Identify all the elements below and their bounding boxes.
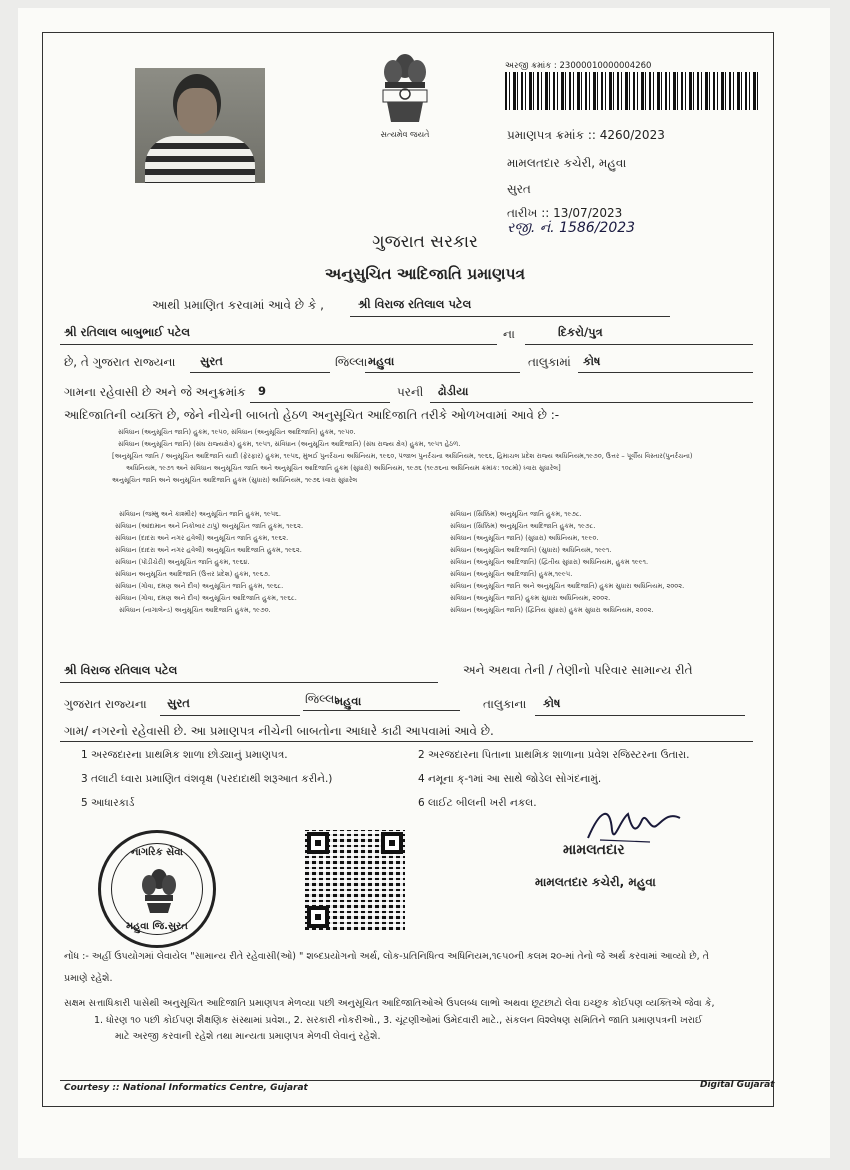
applicant-name-repeat: શ્રી વિરાજ રતિલાલ પટેલ (64, 663, 178, 677)
applicant-name: શ્રી વિરાજ રતિલાલ પટેલ (358, 297, 472, 311)
note-text: માટે અરજી કરવાની રહેશે તથા માન્યતા પ્રમાણપત્ર મેળવી લેવાનું રહેશે. (115, 1031, 381, 1042)
order-line: સંવિધાન (અનુસૂચિત જાતિ) (દ્વિતિય સુધારા) હુકમ સુધારા અધિનિયમ, ૨૦૦૨. (450, 606, 654, 614)
certificate-title: અનુસુચિત આદિજાતિ પ્રમાણપત્ર (324, 265, 526, 283)
order-line: સંવિધાન (અનુસૂચિત જાતિ) હુકમ સુધારા અધિનિયમ, ૨૦૦૨. (450, 594, 611, 602)
order-line: સંવિધાન (આંદામાન અને નિકોબાર ટાપુ) અનુસૂચિત જાતિ હુકમ, ૧૯૬૨. (115, 522, 304, 530)
order-line: સંવિધાન (અનુસૂચિત જાતિ) (સંઘ રાજ્યક્ષેત્ર) હુકમ, ૧૯૫૧, સંવિધાન (અનુસૂચિત આદિજાતિ) (સંઘ રાજ્ય ક્ષેત્ર) હુકમ, ૧૯૫૧ હેઠળ. (118, 440, 461, 448)
issue-date: તારીખ :: 13/07/2023 (507, 206, 623, 220)
serial-number: 9 (258, 384, 267, 398)
order-line: સંવિધાન (અનુસૂચિત જાતિ અને અનુસૂચિત આદિજાતિ) હુકમ સુધારા અધિનિયમ, ૨૦૦૨. (450, 582, 685, 590)
order-line: અધિનિયમ, ૧૯૭૧ અને સંવિધાન અનુસૂચિત જાતિ અને અનુસૂચિત આદિજાતિ હુકમ (સુધારો) અધિનિયમ, ૧૯૭૬ (૧૯૭૬ના અધિનિયમ ક્રમાંક: ૧૦૮મો) ધ્વારા સુધારેલ] (126, 464, 561, 472)
applicant-photo (135, 68, 265, 183)
order-line: સંવિધાન (અનુસૂચિત આદિજાતિ) (દ્વિતીય સુધારા) અધિનિયમ, હુકમ ૧૯૯૧. (450, 558, 649, 566)
tribe-text: આદિજાતિની વ્યક્તિ છે, જેને નીચેની બાબતો હેઠળ અનુસૂચિત આદિજાતિ તરીકે ઓળખવામાં આવે છે :- (64, 408, 560, 422)
caste-label: પરની (397, 385, 424, 399)
orders-right-column (450, 510, 750, 618)
relation: દિકરો/પુત્ર (558, 325, 603, 339)
seal-top-text: નાગરિક સેવા (131, 847, 183, 858)
order-line: સંવિધાન (દાદરા અને નગર હવેલી) અનુસૂચિત જાતિ હુકમ, ૧૯૬૨. (115, 534, 289, 542)
emblem-motto: સત્યમેવ જયતે (380, 130, 430, 139)
district-value: સુરત (200, 354, 223, 368)
office-seal (98, 830, 216, 948)
order-line: સંવિધાન (જમ્મુ અને કાશ્મીર) અનુસૂચિત જાતિ હુકમ, ૧૯૫૬. (119, 510, 281, 518)
issuing-district: સુરત (507, 182, 531, 196)
note-text: 1. ધોરણ ૧૦ પછી કોઈપણ શૈક્ષણિક સંસ્થામાં પ્રવેશ., 2. સરકારી નોકરીઓ., 3. ચૂંટણીઓમાં ઉમેદવારી માટે., સંકલન વિશ્લેષણ સમિતિને જાતિ પ્રમાણપત્રની ખરાઈ (94, 1015, 703, 1026)
order-line: સંવિધાન (ગોવા, દમણ અને દીવ) અનુસૂચિત જાતિ હુકમ, ૧૯૬૮. (115, 582, 284, 590)
family-text: અને અથવા તેની / તેણીનો પરિવાર સામાન્ય રીતે (463, 663, 693, 677)
signatory-office: મામલતદાર કચેરી, મહુવા (535, 875, 656, 889)
issuing-office: મામલતદાર કચેરી, મહુવા (507, 156, 627, 170)
barcode (505, 72, 760, 110)
order-line: સંવિધાન (અનુસૂચિત આદિજાતિ) (સુધારા) અધિનિયમ, ૧૯૯૧. (450, 546, 612, 554)
basis-item: 1 અરજદારના પ્રાથમિક શાળા છોડ્યાનું પ્રમાણપત્ર. (81, 749, 288, 761)
order-line: સંવિધાન (સિક્કિમ) અનુસૂચિત આદિજાતિ હુકમ, ૧૯૭૮. (450, 522, 596, 530)
basis-text: ગામ/ નગરનો રહેવાસી છે. આ પ્રમાણપત્ર નીચેની બાબતોના આધારે કાઢી આપવામાં આવે છે. (64, 724, 494, 738)
signatory-title: મામલતદાર (563, 842, 625, 858)
basis-item: 4 નમૂના ક્-૧માં આ સાથે જોડેલ સોગંદનામું. (418, 773, 602, 785)
order-line: સંવિધાન (અનુસૂચિત જાતિ) (સુધારા) અધિનિયમ, ૧૯૯૦. (450, 534, 599, 542)
order-line: સંવિધાન (દાદરા અને નગર હવેલી) અનુસૂચિત આદિજાતિ હુકમ, ૧૯૬૨. (115, 546, 302, 554)
seal-bottom-text: મહુવા જિ.સુરત (126, 921, 188, 932)
taluka-value-2: મહુવા (335, 694, 362, 708)
order-line: સંવિધાન (પોંડીચેરી) અનુસૂચિત જાતિ હુકમ, ૧૯૬૪. (115, 558, 250, 566)
order-line: સંવિધાન (અનુસૂચિત જાતિ) હુકમ, ૧૯૫૦, સંવિધાન (અનુસૂચિત આદિજાતિ) હુકમ, ૧૯૫૦. (118, 428, 356, 436)
certify-text: આથી પ્રમાણિત કરવામાં આવે છે કે , (152, 298, 324, 312)
application-number: અરજી ક્રમાંક : 23000010000004260 (505, 61, 652, 71)
state-label: છે, તે ગુજરાત રાજ્યના (64, 355, 176, 369)
taluka-label-2: તાલુકાના (483, 697, 527, 711)
district-value-2: સુરત (167, 696, 190, 710)
taluka-value: મહુવા (368, 354, 395, 368)
order-line: સંવિધાન અનુસૂચિત આદિજાતિ (ઉત્તર પ્રદેશ) હુકમ, ૧૯૬૭. (115, 570, 271, 578)
order-line: સંવિધાન (અનુસૂચિત આદિજાતિ) હુકમ,૧૯૯૫. (450, 570, 573, 578)
national-emblem-icon (375, 46, 435, 136)
basis-item: 6 લાઈટ બીલની ખરી નકલ. (418, 797, 537, 809)
district-label: જિલ્લા (335, 355, 368, 369)
order-line: સંવિધાન (નાગાલેન્ડ) અનુસૂચિત આદિજાતિ હુકમ, ૧૯૭૦. (119, 606, 271, 614)
village-resident-label: ગામના રહેવાસી છે અને જે અનુક્રમાંક (64, 385, 246, 399)
district-label-2: જિલ્લા (305, 692, 338, 706)
footer-courtesy: Courtesy :: National Informatics Centre, Gujarat (64, 1083, 308, 1093)
orders-left-column (115, 510, 435, 618)
taluka-label: તાલુકામાં (528, 355, 571, 369)
basis-item: 3 તલાટી ધ્વારા પ્રમાણિત વંશવૃક્ષ (પરદાદાથી શરૂઆત કરીને.) (81, 773, 333, 785)
state-label-2: ગુજરાત રાજ્યના (64, 697, 147, 711)
order-line: અનુસૂચિત જાતિ અને અનુસૂચિત આદિજાતિ હુકમ (સુધારા) અધિનિયમ, ૧૯૭૬ ધ્વારા સુધારેલ (112, 476, 358, 484)
certificate-number: પ્રમાણપત્ર ક્રમાંક :: 4260/2023 (507, 128, 665, 142)
note-text: નોંધ :- અહીં ઉપયોગમાં લેવાયેલ "સામાન્ય રીતે રહેવાસી(ઓ) " શબ્દપ્રયોગનો અર્થ, લોક-પ્રતિનિધિત્વ અધિનિયમ,૧૯૫૦ની કલમ ૨૦-માં તેનો જે અર્થ કરવામાં આવ્યો છે, તે (64, 951, 709, 962)
seal-emblem-icon (139, 867, 179, 915)
basis-item: 5 આધારકાર્ડ (81, 797, 135, 809)
order-line: સંવિધાન (ગોવા, દમણ અને દીવ) અનુસૂચિત આદિજાતિ હુકમ, ૧૯૬૮. (115, 594, 297, 602)
father-name: શ્રી રતિલાલ બાબુભાઈ પટેલ (64, 325, 191, 339)
basis-item: 2 અરજદારના પિતાના પ્રાથમિક શાળાના પ્રવેશ રજિસ્ટરના ઉતારા. (418, 749, 690, 761)
government-title: ગુજરાત સરકાર (372, 232, 478, 252)
order-line: [અનુસૂચિત જાતિ / અનુસૂચિત આદિજાતિ યાદી (ફેરફાર) હુકમ, ૧૯૫૬, મુંબઈ પુનર્રચના અધિનિયમ, ૧૯૬૦, પંજાબ પુનર્રચના અધિનિયમ, ૧૯૬૬, હિમાચલ પ્રદેશ રાજ્ય અધિનિયમ,૧૯૭૦, ઉત્તર – પૂર્વીય વિસ્તાર(પુનર્રચના) (112, 452, 693, 460)
footer-brand: Digital Gujarat (700, 1080, 775, 1090)
village-value: કોષ (583, 354, 601, 368)
note-text: સક્ષમ સત્તાધિકારી પાસેથી અનુસૂચિત આદિજાતિ પ્રમાણપત્ર મેળવ્યા પછી અનુસૂચિત આદિજાતિઓએ ઉપલબ્ધ લાભો અથવા છૂટછાટો લેવા ઇચ્છુક કોઈપણ વ્યક્તિએ જેવા કે, (64, 998, 715, 1009)
qr-code (305, 830, 405, 930)
order-line: સંવિધાન (સિક્કિમ) અનુસૂચિત જાતિ હુકમ, ૧૯૭૮. (450, 510, 582, 518)
caste-value: ઢોડીયા (438, 384, 469, 398)
handwritten-registration: રજી. નં. 1586/2023 (507, 220, 636, 236)
of-label: ના (503, 327, 515, 341)
note-text: પ્રમાણે રહેશે. (64, 973, 113, 984)
village-value-2: કોષ (543, 696, 561, 710)
